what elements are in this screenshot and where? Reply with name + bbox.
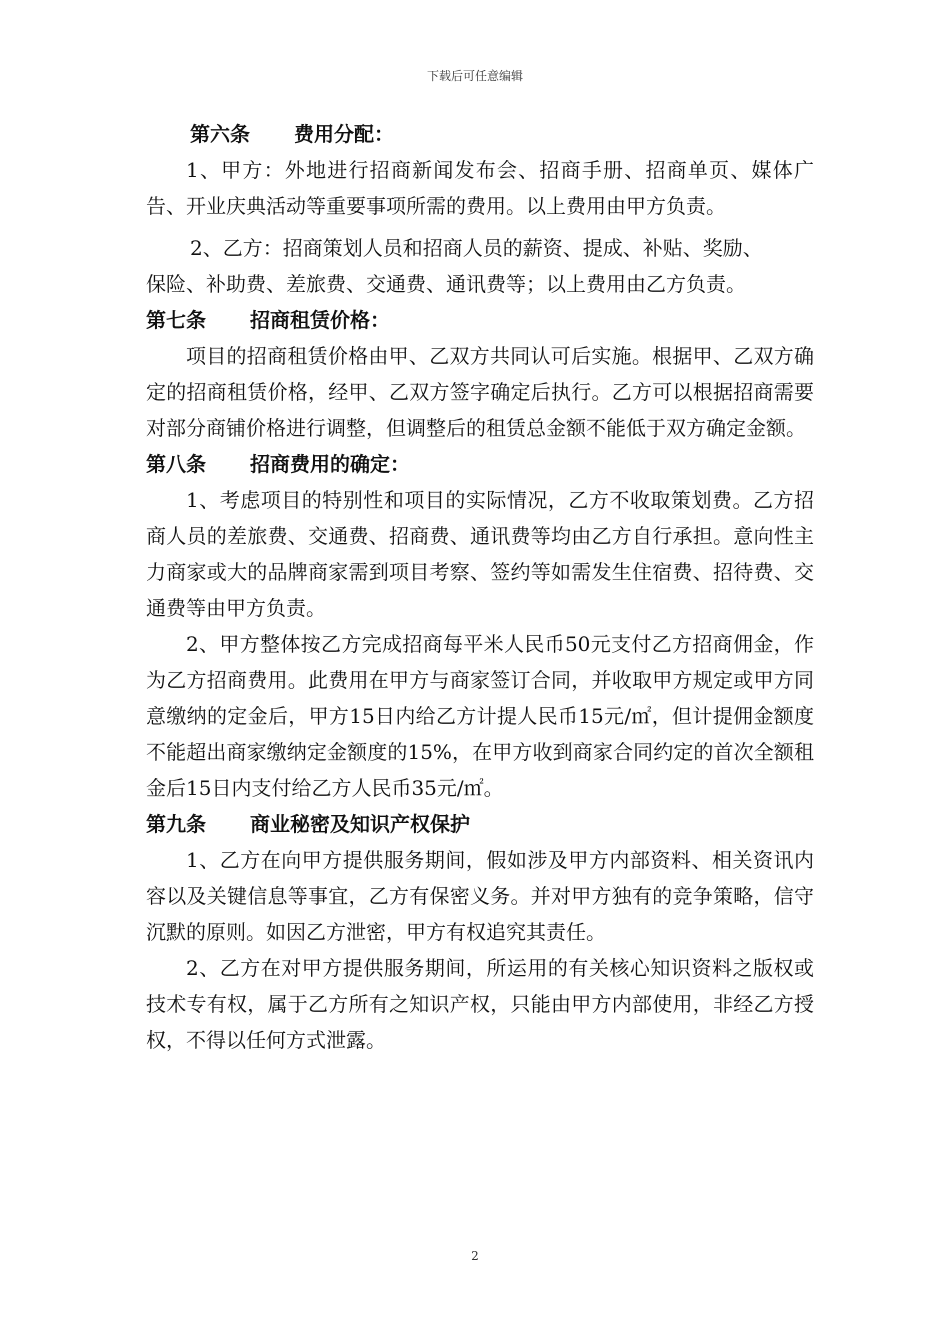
section-6-number: 第六条	[190, 122, 250, 146]
section-6-heading	[146, 116, 814, 152]
document-body	[146, 116, 814, 1058]
section-8-title: 招商费用的确定：	[250, 452, 410, 476]
page-number: 2	[471, 1249, 479, 1263]
section-6-title: 费用分配：	[294, 122, 394, 146]
section-8-paragraph-1: 1、考虑项目的特别性和项目的实际情况，乙方不收取策划费。乙方招商人员的差旅费、交通费、招商费、通讯费等均由乙方自行承担。意向性主力商家或大的品牌商家需到项目考察、签约等如需发生住宿费、招待费、交通费等由甲方负责。	[146, 488, 814, 620]
page-header-note: 下载后可任意编辑	[426, 69, 523, 83]
section-7-title: 招商租赁价格：	[250, 308, 390, 332]
section-6-paragraph-1: 1、甲方：外地进行招商新闻发布会、招商手册、招商单页、媒体广告、开业庆典活动等重要事项所需的费用。以上费用由甲方负责。	[146, 158, 814, 218]
section-9-number: 第九条	[146, 812, 206, 836]
section-8-paragraph-2: 2、甲方整体按乙方完成招商每平米人民币50元支付乙方招商佣金，作为乙方招商费用。此费用在甲方与商家签订合同，并收取甲方规定或甲方同意缴纳的定金后，甲方15日内给乙方计提人民币15元/㎡，但计提佣金额度不能超出商家缴纳定金额度的15%，在甲方收到商家合同约定的首次全额租金后15日内支付给乙方人民币35元/㎡。	[146, 632, 814, 800]
section-8-number: 第八条	[146, 452, 206, 476]
section-9-heading	[146, 806, 814, 842]
section-6-paragraph-2b: 保险、补助费、差旅费、交通费、通讯费等；以上费用由乙方负责。	[146, 272, 746, 296]
section-9-title: 商业秘密及知识产权保护	[250, 812, 470, 836]
section-7-number: 第七条	[146, 308, 206, 332]
section-9-paragraph-1: 1、乙方在向甲方提供服务期间，假如涉及甲方内部资料、相关资讯内容以及关键信息等事宜，乙方有保密义务。并对甲方独有的竞争策略，信守沉默的原则。如因乙方泄密，甲方有权追究其责任。	[146, 848, 814, 944]
section-8-heading	[146, 446, 814, 482]
section-7-heading	[146, 302, 814, 338]
section-9-paragraph-2: 2、乙方在对甲方提供服务期间，所运用的有关核心知识资料之版权或技术专有权，属于乙方所有之知识产权，只能由甲方内部使用，非经乙方授权，不得以任何方式泄露。	[146, 956, 814, 1052]
section-7-paragraph-1: 项目的招商租赁价格由甲、乙双方共同认可后实施。根据甲、乙双方确定的招商租赁价格，经甲、乙双方签字确定后执行。乙方可以根据招商需要对部分商铺价格进行调整，但调整后的租赁总金额不能低于双方确定金额。	[146, 344, 814, 440]
section-6-paragraph-2a: 2、乙方：招商策划人员和招商人员的薪资、提成、补贴、奖励、	[190, 236, 763, 260]
